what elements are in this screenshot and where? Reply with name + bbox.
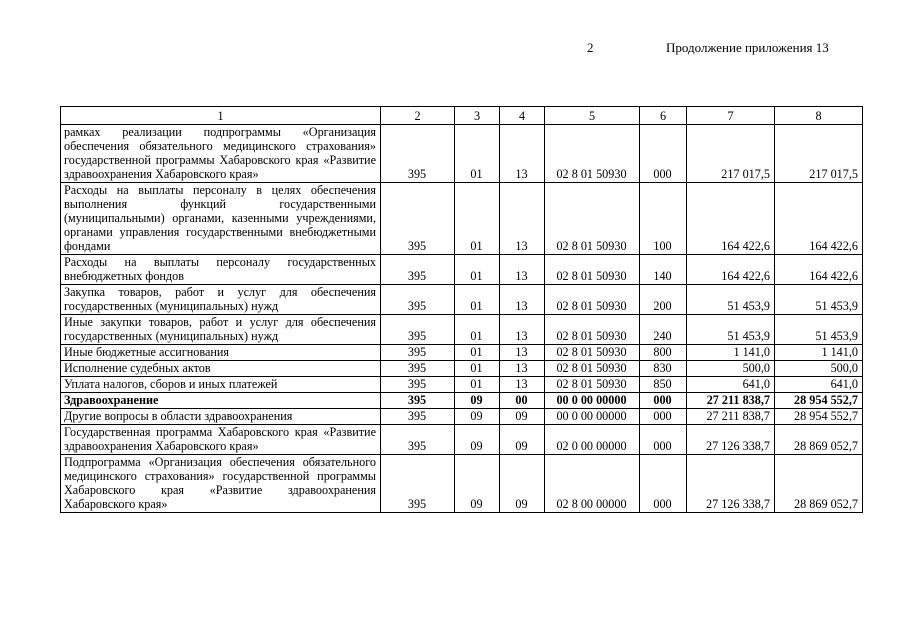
- table-row-section-total: [61, 393, 863, 409]
- row-name: Закупка товаров, работ и услуг для обеспечения государственных (муниципальных) нужд: [61, 285, 381, 315]
- cell-amount-col8: 28 954 552,7: [775, 393, 863, 409]
- cell-admin-code: 395: [381, 125, 455, 183]
- cell-target-article: 02 8 01 50930: [545, 361, 640, 377]
- table-row: [61, 361, 863, 377]
- cell-admin-code: 395: [381, 361, 455, 377]
- cell-amount-col8: 217 017,5: [775, 125, 863, 183]
- cell-amount-col8: 28 869 052,7: [775, 455, 863, 513]
- cell-section: 01: [455, 345, 500, 361]
- cell-target-article: 02 8 01 50930: [545, 183, 640, 255]
- cell-subsection: 00: [500, 393, 545, 409]
- cell-subsection: 09: [500, 409, 545, 425]
- cell-amount-col7: 164 422,6: [687, 255, 775, 285]
- column-header: 3: [455, 107, 500, 125]
- cell-subsection: 13: [500, 255, 545, 285]
- cell-expense-type: 000: [640, 425, 687, 455]
- column-header: 7: [687, 107, 775, 125]
- cell-amount-col7: 1 141,0: [687, 345, 775, 361]
- cell-admin-code: 395: [381, 455, 455, 513]
- cell-target-article: 02 0 00 00000: [545, 425, 640, 455]
- cell-amount-col7: 27 126 338,7: [687, 455, 775, 513]
- row-name: Иные бюджетные ассигнования: [61, 345, 381, 361]
- row-name: Иные закупки товаров, работ и услуг для обеспечения государственных (муниципальных) нужд: [61, 315, 381, 345]
- column-header: 5: [545, 107, 640, 125]
- cell-admin-code: 395: [381, 393, 455, 409]
- cell-section: 09: [455, 409, 500, 425]
- row-name: Здравоохранение: [61, 393, 381, 409]
- cell-section: 01: [455, 377, 500, 393]
- cell-amount-col8: 28 954 552,7: [775, 409, 863, 425]
- cell-amount-col7: 27 126 338,7: [687, 425, 775, 455]
- cell-amount-col7: 27 211 838,7: [687, 393, 775, 409]
- cell-section: 09: [455, 393, 500, 409]
- cell-expense-type: 830: [640, 361, 687, 377]
- cell-target-article: 00 0 00 00000: [545, 393, 640, 409]
- row-name: Другие вопросы в области здравоохранения: [61, 409, 381, 425]
- table-row: [61, 425, 863, 455]
- row-name: рамках реализации подпрограммы «Организация обеспечения обязательного медицинского страхования» государственной программы Хабаровского края «Развитие здравоохранения Хабаровского края»: [61, 125, 381, 183]
- cell-expense-type: 200: [640, 285, 687, 315]
- cell-admin-code: 395: [381, 315, 455, 345]
- cell-section: 01: [455, 315, 500, 345]
- cell-amount-col7: 27 211 838,7: [687, 409, 775, 425]
- cell-expense-type: 000: [640, 393, 687, 409]
- cell-target-article: 02 8 01 50930: [545, 345, 640, 361]
- cell-amount-col8: 164 422,6: [775, 183, 863, 255]
- cell-expense-type: 000: [640, 125, 687, 183]
- cell-section: 01: [455, 255, 500, 285]
- table-row: [61, 345, 863, 361]
- cell-expense-type: 100: [640, 183, 687, 255]
- cell-section: 09: [455, 425, 500, 455]
- cell-subsection: 13: [500, 377, 545, 393]
- cell-admin-code: 395: [381, 345, 455, 361]
- cell-subsection: 13: [500, 345, 545, 361]
- cell-expense-type: 800: [640, 345, 687, 361]
- cell-amount-col8: 1 141,0: [775, 345, 863, 361]
- cell-amount-col7: 500,0: [687, 361, 775, 377]
- cell-section: 01: [455, 125, 500, 183]
- cell-admin-code: 395: [381, 285, 455, 315]
- table-row: [61, 315, 863, 345]
- cell-section: 01: [455, 285, 500, 315]
- cell-subsection: 09: [500, 425, 545, 455]
- cell-target-article: 02 8 00 00000: [545, 455, 640, 513]
- budget-table: [60, 106, 863, 513]
- cell-admin-code: 395: [381, 409, 455, 425]
- row-name: Государственная программа Хабаровского края «Развитие здравоохранения Хабаровского края»: [61, 425, 381, 455]
- cell-target-article: 02 8 01 50930: [545, 315, 640, 345]
- column-header: 1: [61, 107, 381, 125]
- column-header: 4: [500, 107, 545, 125]
- cell-amount-col7: 51 453,9: [687, 285, 775, 315]
- cell-expense-type: 000: [640, 455, 687, 513]
- cell-expense-type: 240: [640, 315, 687, 345]
- cell-amount-col8: 164 422,6: [775, 255, 863, 285]
- cell-amount-col8: 51 453,9: [775, 315, 863, 345]
- row-name: Подпрограмма «Организация обеспечения обязательного медицинского страхования» государственной программы Хабаровского края «Развитие здравоохранения Хабаровского края»: [61, 455, 381, 513]
- cell-amount-col8: 500,0: [775, 361, 863, 377]
- table-row: [61, 125, 863, 183]
- table-row: [61, 409, 863, 425]
- column-header: 6: [640, 107, 687, 125]
- cell-expense-type: 140: [640, 255, 687, 285]
- table-row: [61, 255, 863, 285]
- table-header-row: [61, 107, 863, 125]
- cell-target-article: 02 8 01 50930: [545, 285, 640, 315]
- cell-amount-col7: 217 017,5: [687, 125, 775, 183]
- table-row: [61, 183, 863, 255]
- cell-target-article: 00 0 00 00000: [545, 409, 640, 425]
- annex-continuation-label: Продолжение приложения 13: [666, 40, 829, 55]
- cell-subsection: 13: [500, 361, 545, 377]
- table-row: [61, 455, 863, 513]
- cell-expense-type: 000: [640, 409, 687, 425]
- row-name: Исполнение судебных актов: [61, 361, 381, 377]
- cell-subsection: 09: [500, 455, 545, 513]
- page-number: 2: [587, 40, 594, 55]
- row-name: Расходы на выплаты персоналу в целях обеспечения выполнения функций государственными (муниципальными) органами, казенными учреждениями, органами управления государственными внебюджетными фондами: [61, 183, 381, 255]
- cell-amount-col7: 641,0: [687, 377, 775, 393]
- cell-target-article: 02 8 01 50930: [545, 125, 640, 183]
- cell-admin-code: 395: [381, 255, 455, 285]
- cell-amount-col8: 641,0: [775, 377, 863, 393]
- cell-subsection: 13: [500, 285, 545, 315]
- table-row: [61, 377, 863, 393]
- cell-subsection: 13: [500, 125, 545, 183]
- cell-amount-col7: 164 422,6: [687, 183, 775, 255]
- cell-admin-code: 395: [381, 183, 455, 255]
- cell-section: 01: [455, 361, 500, 377]
- cell-amount-col7: 51 453,9: [687, 315, 775, 345]
- cell-section: 09: [455, 455, 500, 513]
- cell-admin-code: 395: [381, 425, 455, 455]
- cell-section: 01: [455, 183, 500, 255]
- table-row: [61, 285, 863, 315]
- column-header: 2: [381, 107, 455, 125]
- cell-target-article: 02 8 01 50930: [545, 377, 640, 393]
- cell-amount-col8: 51 453,9: [775, 285, 863, 315]
- cell-admin-code: 395: [381, 377, 455, 393]
- cell-subsection: 13: [500, 183, 545, 255]
- column-header: 8: [775, 107, 863, 125]
- cell-target-article: 02 8 01 50930: [545, 255, 640, 285]
- cell-subsection: 13: [500, 315, 545, 345]
- row-name: Уплата налогов, сборов и иных платежей: [61, 377, 381, 393]
- row-name: Расходы на выплаты персоналу государственных внебюджетных фондов: [61, 255, 381, 285]
- cell-amount-col8: 28 869 052,7: [775, 425, 863, 455]
- cell-expense-type: 850: [640, 377, 687, 393]
